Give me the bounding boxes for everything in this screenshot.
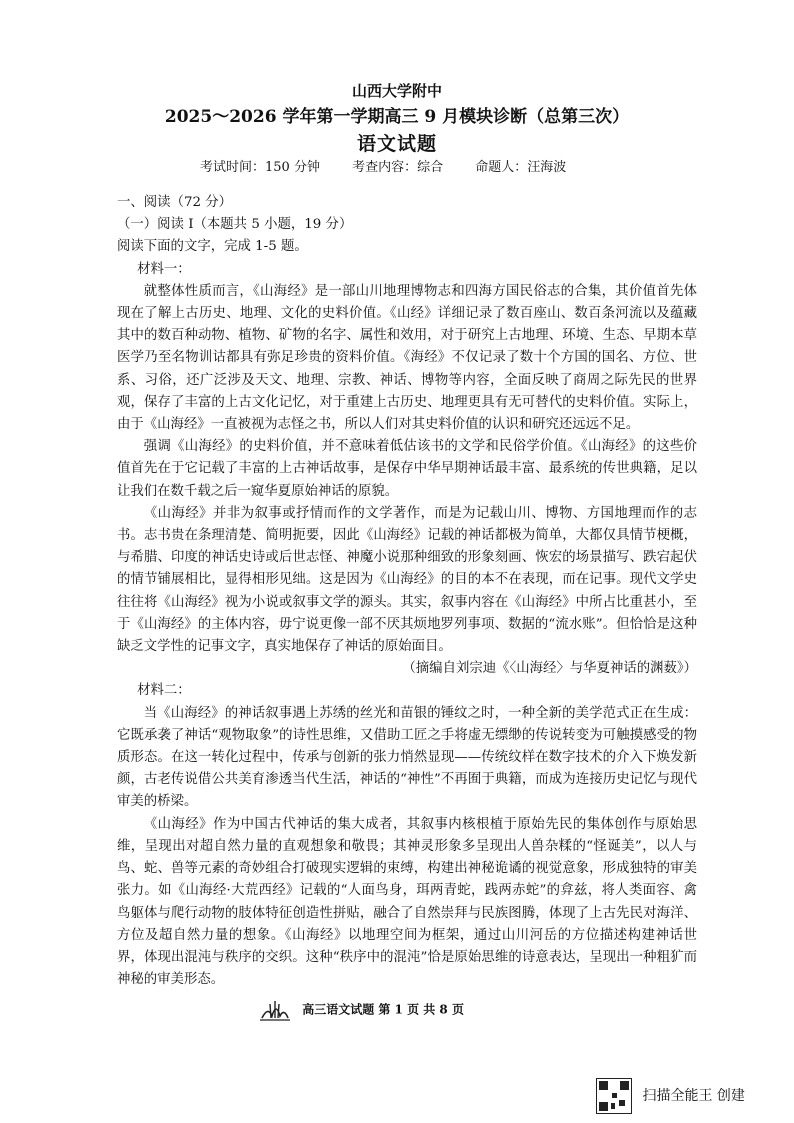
- subsection-title: （一）阅读 I（本题共 5 小题，19 分）: [117, 217, 353, 233]
- subject-title: 语文试题: [356, 133, 437, 155]
- watermark-text: 扫描全能王 创建: [642, 1088, 745, 1104]
- material1-source: （摘编自刘宗迪《〈山海经〉与华夏神话的渊薮》）: [402, 661, 697, 677]
- section-title: 一、阅读（72 分）: [117, 195, 233, 210]
- reading-content: [117, 192, 697, 991]
- school-logo-icon: [258, 998, 292, 1022]
- instruction: 阅读下面的文字，完成 1-5 题。: [117, 239, 308, 255]
- qr-code-icon: [596, 1078, 632, 1114]
- material1-paragraph-2: 强调《山海经》的史料价值，并不意味着低估该书的文学和民俗学价值。《山海经》的这些价值首先在于它记载了丰富的上古神话故事，是保存中华早期神话最丰富、最系统的传世典籍，足以让我们在数千载之后一窥华夏原始神话的原貌。: [117, 439, 697, 499]
- material1-paragraph-3: 《山海经》并非为叙事或抒情而作的文学著作，而是为记载山川、博物、方国地理而作的志书。志书贵在条理清楚、简明扼要，因此《山海经》记载的神话都极为简单，大都仅具情节梗概，与希腊、印度的神话史诗或后世志怪、神魔小说那种细致的形象刻画、恢宏的场景描写、跌宕起伏的情节铺展相比，显得相形见绌。这是因为《山海经》的目的本不在表现，而在记事。现代文学史往往将《山海经》视为小说或叙事文学的源头。其实，叙事内容在《山海经》中所占比重甚小，至于《山海经》的主体内容，毋宁说更像一部不厌其烦地罗列事项、数据的“流水账”。但恰恰是这种缺乏文学性的记事文字，真实地保存了神话的原始面目。: [117, 505, 697, 655]
- material1-label: 材料一：: [137, 261, 191, 277]
- exam-scope: 考查内容：综合: [352, 160, 444, 175]
- school-name: 山西大学附中: [351, 82, 442, 100]
- scanner-watermark: [596, 1078, 745, 1114]
- exam-title: 2025～2026 学年第一学期高三 9 月模块诊断（总第三次）: [164, 107, 630, 127]
- material2-label: 材料二：: [137, 683, 191, 699]
- material1-paragraph-1: 就整体性质而言，《山海经》是一部山川地理博物志和四海方国民俗志的合集，其价值首先体现在了解上古历史、地理、文化的史料价值。《山经》详细记录了数百座山、数百条河流以及蕴藏其中的数百种动物、植物、矿物的名字、属性和效用，对于研究上古地理、环境、生态、早期本草医学乃至名物训诂都具有弥足珍贵的资料价值。《海经》不仅记录了数十个方国的国名、方位、世系、习俗，还广泛涉及天文、地理、宗教、神话、博物等内容，全面反映了商周之际先民的世界观，保存了丰富的上古文化记忆，对于重建上古历史、地理更具有无可替代的史料价值。实际上，由于《山海经》一直被视为志怪之书，所以人们对其史料价值的认识和研究还远远不足。: [117, 283, 697, 433]
- page-footer: [258, 998, 464, 1022]
- material2-paragraph-2: 《山海经》作为中国古代神话的集大成者，其叙事内核根植于原始先民的集体创作与原始思维，呈现出对超自然力量的直观想象和敬畏；其神灵形象多呈现出人兽杂糅的“怪诞美”，以人与鸟、蛇、兽等元素的奇妙组合打破现实逻辑的束缚，构建出神秘诡谲的视觉意象，形成独特的审美张力。如《山海经·大荒西经》记载的“人面鸟身，珥两青蛇，践两赤蛇”的弇兹，将人类面容、禽鸟躯体与爬行动物的肢体特征创造性拼贴，融合了自然崇拜与民族图腾，体现了上古先民对海洋、方位及超自然力量的想象。《山海经》以地理空间为框架，通过山川河岳的方位描述构建神话世界，体现出混沌与秩序的交织。这种“秩序中的混沌”恰是原始思维的诗意表达，呈现出一种粗犷而神秘的审美形态。: [117, 816, 697, 988]
- material2-paragraph-1: 当《山海经》的神话叙事遇上苏绣的丝光和苗银的锤纹之时，一种全新的美学范式正在生成：它既承袭了神话“观物取象”的诗性思维，又借助工匠之手将虚无缥缈的传说转变为可触摸感受的物质形态。在这一转化过程中，传承与创新的张力悄然显现——传统纹样在数字技术的介入下焕发新颜，古老传说借公共美育渗透当代生活，神话的“神性”不再囿于典籍，而成为连接历史记忆与现代审美的桥梁。: [117, 705, 697, 810]
- footer-text: 高三语文试题 第 1 页 共 8 页: [302, 1002, 464, 1017]
- exam-meta: [200, 156, 594, 175]
- exam-time: 考试时间：150 分钟: [200, 160, 320, 175]
- exam-author: 命题人：汪海波: [475, 160, 567, 175]
